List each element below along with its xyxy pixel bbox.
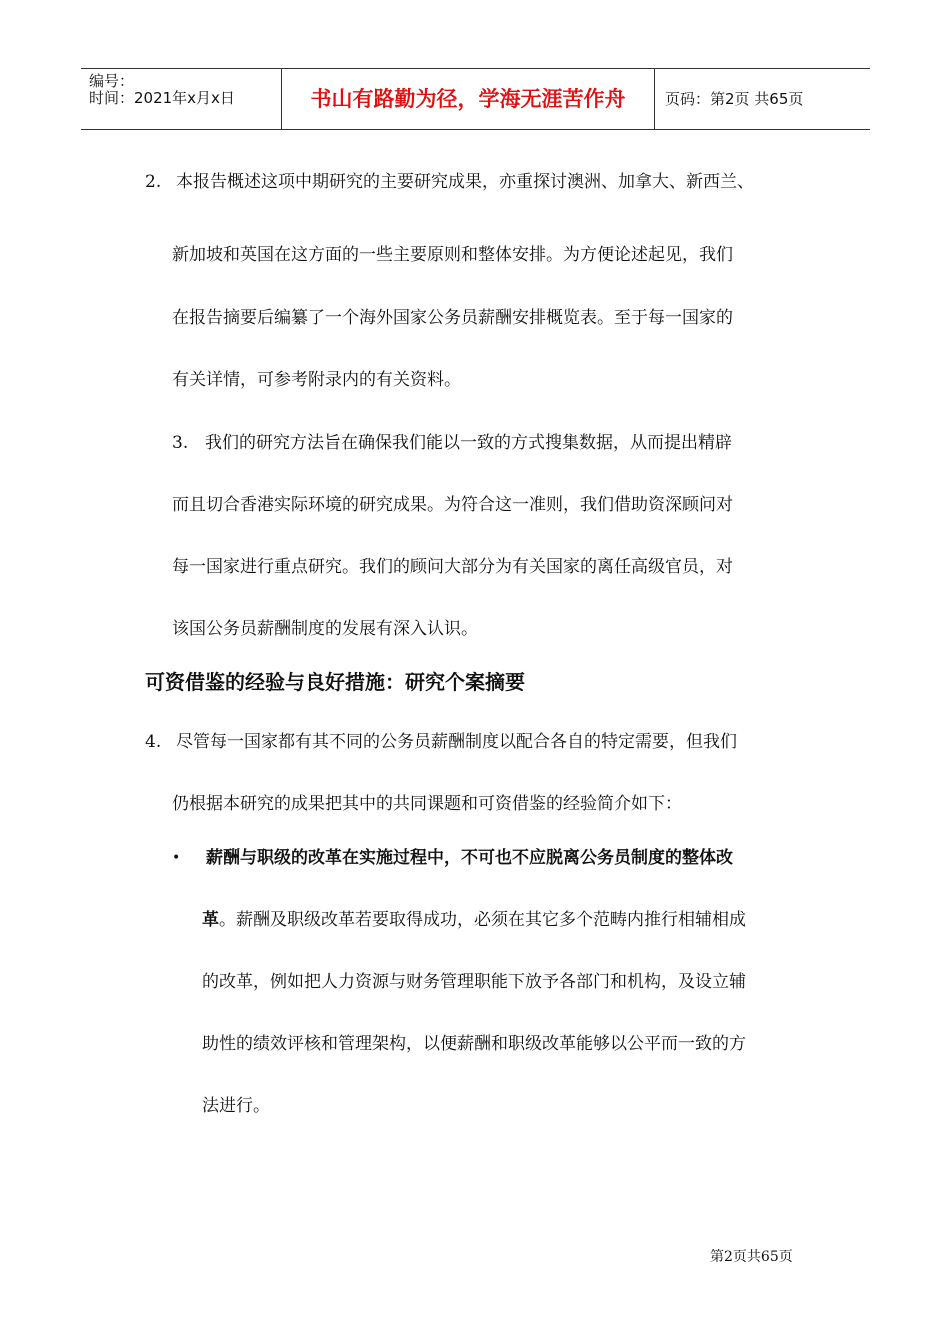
date-label: 时间：2021年x月x日 — [89, 89, 235, 107]
bullet-bold-text: 革 — [202, 910, 219, 930]
header-info-cell — [81, 69, 282, 129]
doc-number-label: 编号： — [89, 72, 135, 90]
paragraph-line: 本报告概述这项中期研究的主要研究成果，亦重探讨澳洲、加拿大、新西兰、 — [176, 172, 754, 192]
bullet-bold-line: 薪酬与职级的改革在实施过程中，不可也不应脱离公务员制度的整体改 — [206, 848, 733, 868]
paragraph-line: 而且切合香港实际环境的研究成果。为符合这一准则，我们借助资深顾问对 — [172, 495, 733, 515]
bullet-line — [202, 908, 746, 932]
paragraph-number: 3. — [172, 433, 189, 453]
paragraph-line: 有关详情，可参考附录内的有关资料。 — [172, 370, 461, 390]
page-footer: 第2页共65页 — [710, 1249, 793, 1265]
paragraph-line: 每一国家进行重点研究。我们的顾问大部分为有关国家的离任高级官员，对 — [172, 557, 733, 577]
section-heading: 可资借鉴的经验与良好措施：研究个案摘要 — [145, 670, 525, 694]
paragraph-line: 新加坡和英国在这方面的一些主要原则和整体安排。为方便论述起见，我们 — [172, 245, 733, 265]
motto-text: 书山有路勤为径，学海无涯苦作舟 — [310, 87, 626, 111]
paragraph-number: 4. — [145, 732, 162, 752]
paragraph-line: 在报告摘要后编纂了一个海外国家公务员薪酬安排概览表。至于每一国家的 — [172, 308, 733, 328]
page-number-label: 页码：第2页 共65页 — [665, 90, 804, 108]
paragraph-line: 该国公务员薪酬制度的发展有深入认识。 — [172, 619, 478, 639]
paragraph-line: 仍根据本研究的成果把其中的共同课题和可资借鉴的经验简介如下： — [172, 794, 682, 814]
header-page-cell — [655, 69, 870, 129]
bullet-line: 的改革，例如把人力资源与财务管理职能下放予各部门和机构，及设立辅 — [202, 972, 746, 992]
bullet-marker: • — [172, 850, 181, 866]
bullet-text: 。薪酬及职级改革若要取得成功，必须在其它多个范畴内推行相辅相成 — [219, 910, 746, 930]
paragraph-number: 2. — [145, 172, 162, 192]
bullet-line: 助性的绩效评核和管理架构，以便薪酬和职级改革能够以公平而一致的方 — [202, 1034, 746, 1054]
paragraph-line: 尽管每一国家都有其不同的公务员薪酬制度以配合各自的特定需要，但我们 — [176, 732, 737, 752]
bullet-line: 法进行。 — [202, 1096, 270, 1116]
page-header — [81, 68, 870, 130]
paragraph-line: 我们的研究方法旨在确保我们能以一致的方式搜集数据，从而提出精辟 — [205, 433, 732, 453]
header-motto-cell — [282, 69, 655, 129]
